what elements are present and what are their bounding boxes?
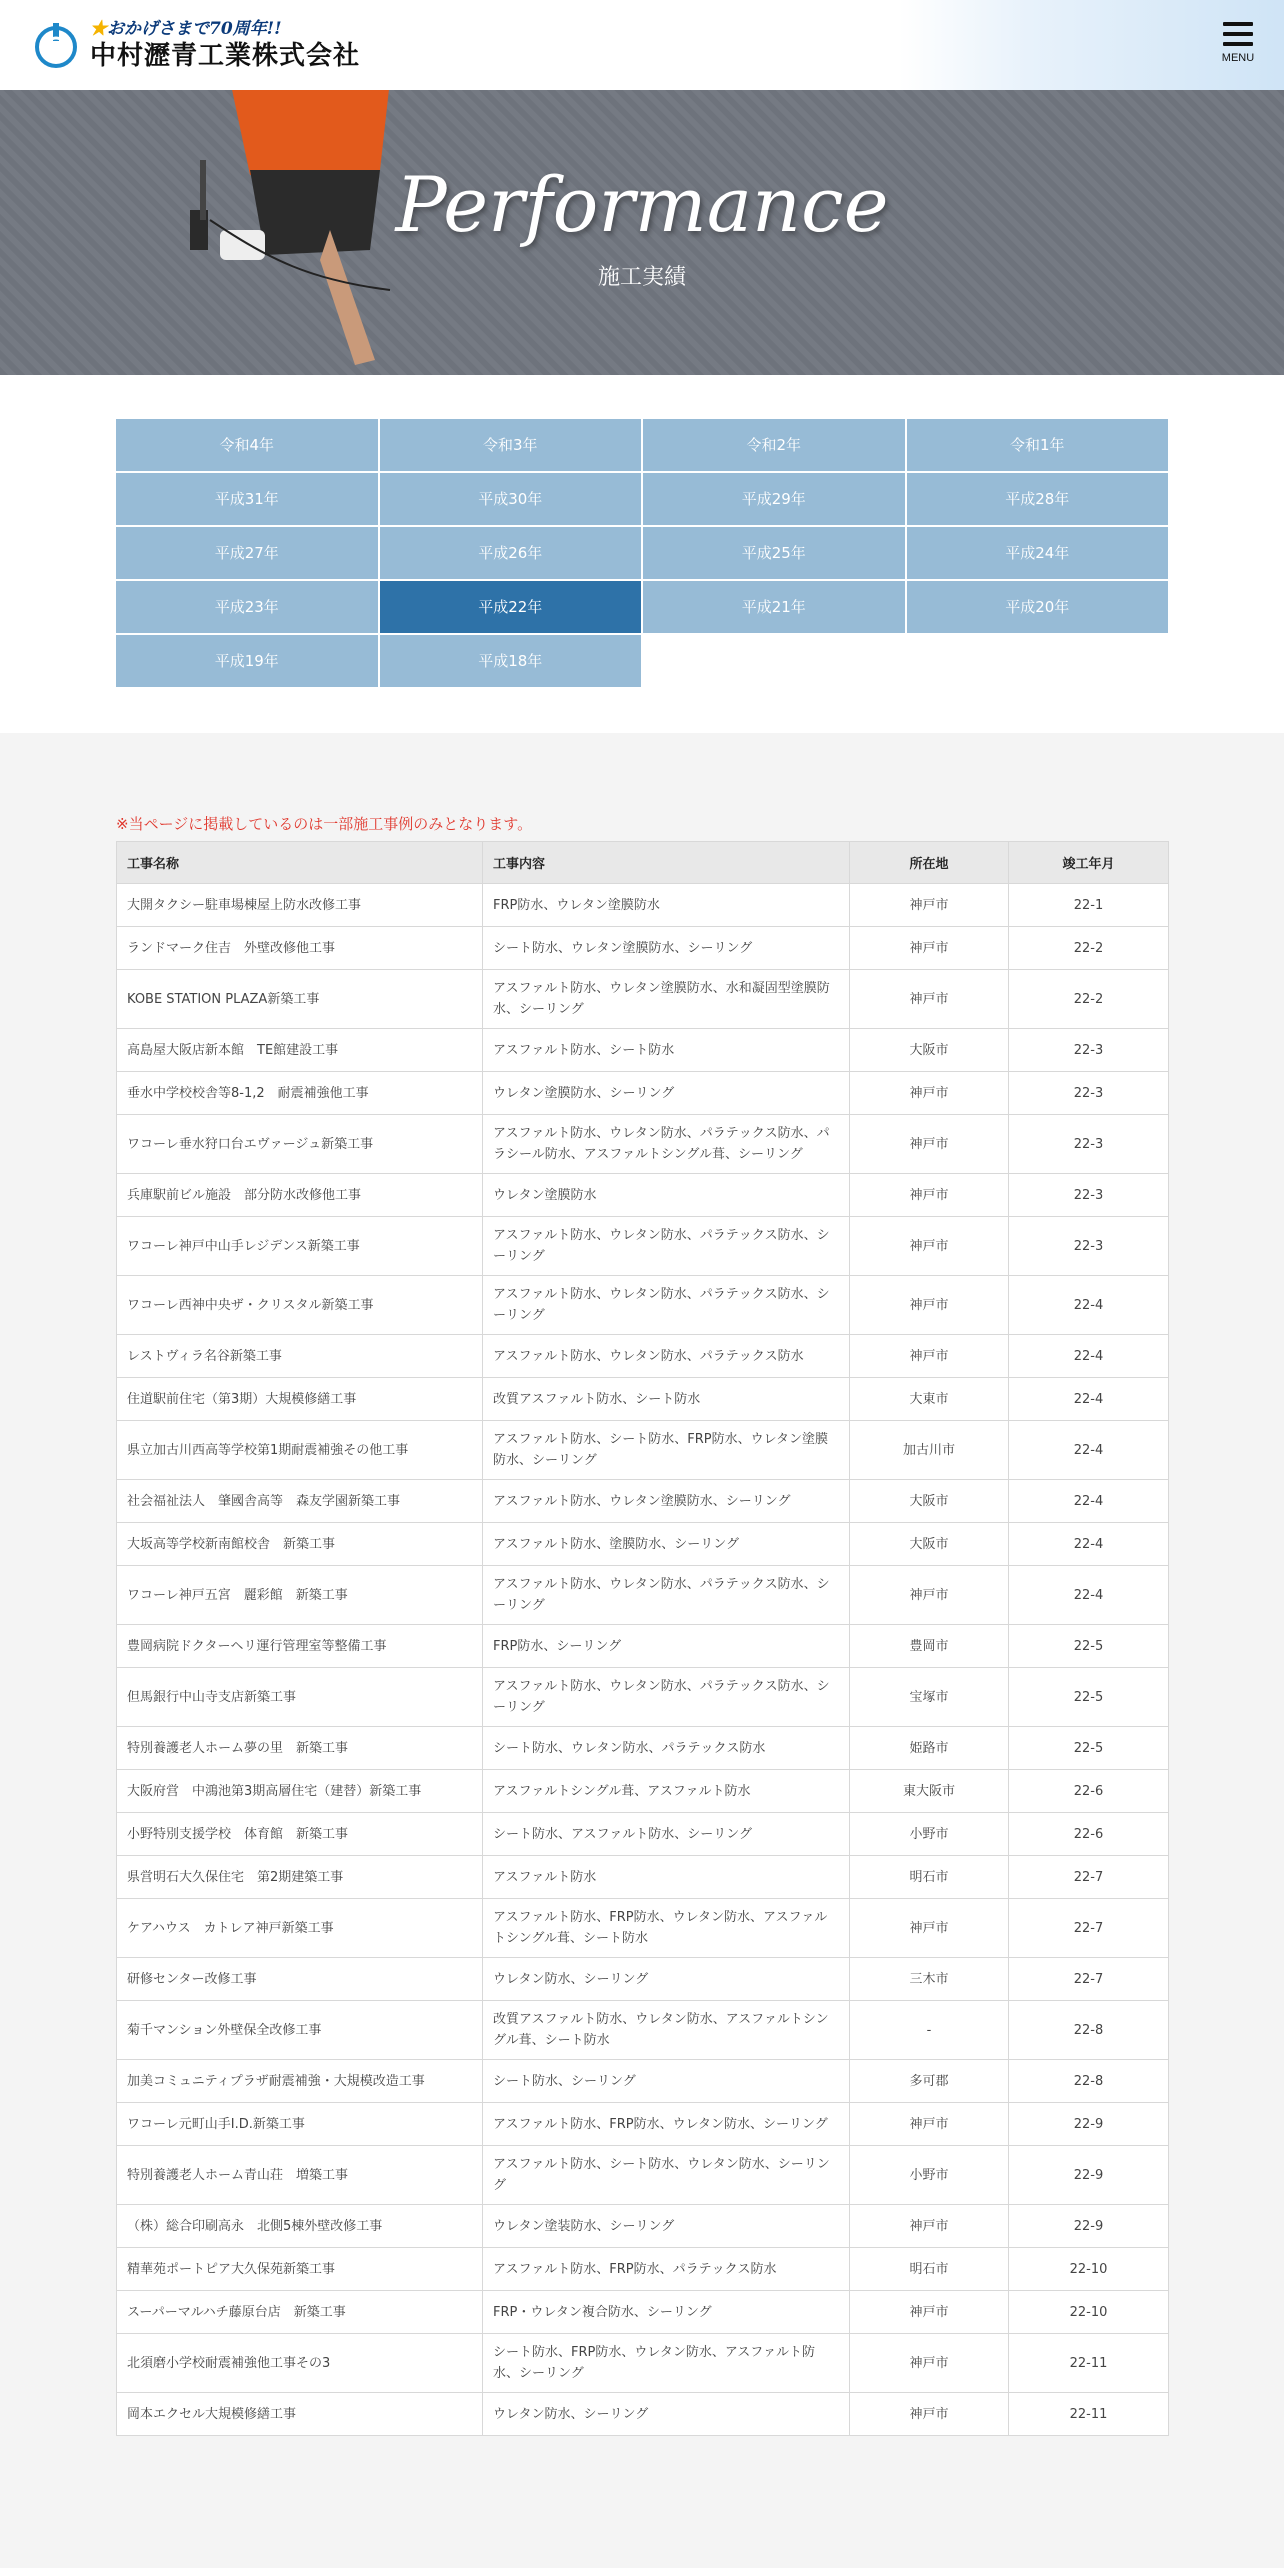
cell-project-name: 兵庫駅前ビル施設 部分防水改修他工事 <box>117 1174 483 1217</box>
cell-completion: 22-7 <box>1009 1856 1169 1899</box>
anniversary-badge: ★おかげさまで70周年!! <box>90 19 282 39</box>
cell-location: 神戸市 <box>850 927 1009 970</box>
year-tab[interactable]: 令和3年 <box>380 419 642 471</box>
year-tab[interactable]: 令和4年 <box>116 419 378 471</box>
table-row <box>117 927 1169 970</box>
table-row <box>117 1029 1169 1072</box>
company-logo[interactable] <box>32 18 360 72</box>
cell-completion: 22-4 <box>1009 1523 1169 1566</box>
cell-work-content: 改質アスファルト防水、ウレタン防水、アスファルトシングル葺、シート防水 <box>483 2001 850 2060</box>
cell-completion: 22-4 <box>1009 1335 1169 1378</box>
cell-work-content: ウレタン塗膜防水 <box>483 1174 850 1217</box>
cell-location: 宝塚市 <box>850 1668 1009 1727</box>
table-row <box>117 2205 1169 2248</box>
table-row <box>117 1813 1169 1856</box>
cell-completion: 22-1 <box>1009 884 1169 927</box>
cell-project-name: 岡本エクセル大規模修繕工事 <box>117 2393 483 2436</box>
cell-project-name: レストヴィラ名谷新築工事 <box>117 1335 483 1378</box>
table-row <box>117 1770 1169 1813</box>
table-row <box>117 1566 1169 1625</box>
page-title: Performance <box>395 160 889 249</box>
cell-work-content: FRP防水、ウレタン塗膜防水 <box>483 884 850 927</box>
cell-location: 神戸市 <box>850 1276 1009 1335</box>
table-row <box>117 1335 1169 1378</box>
table-row <box>117 1174 1169 1217</box>
cell-project-name: スーパーマルハチ藤原台店 新築工事 <box>117 2291 483 2334</box>
year-tab[interactable]: 平成18年 <box>380 635 642 687</box>
cell-work-content: アスファルト防水、ウレタン防水、パラテックス防水、シーリング <box>483 1276 850 1335</box>
cell-location: 小野市 <box>850 2146 1009 2205</box>
table-row <box>117 970 1169 1029</box>
cell-work-content: アスファルト防水、シート防水、ウレタン防水、シーリング <box>483 2146 850 2205</box>
cell-work-content: アスファルト防水、ウレタン防水、パラテックス防水、シーリング <box>483 1668 850 1727</box>
header-completion: 竣工年月 <box>1009 842 1169 884</box>
cell-work-content: FRP・ウレタン複合防水、シーリング <box>483 2291 850 2334</box>
cell-project-name: 特別養護老人ホーム夢の里 新築工事 <box>117 1727 483 1770</box>
cell-project-name: 高島屋大阪店新本館 TE館建設工事 <box>117 1029 483 1072</box>
cell-completion: 22-3 <box>1009 1217 1169 1276</box>
cell-work-content: アスファルトシングル葺、アスファルト防水 <box>483 1770 850 1813</box>
cell-location: - <box>850 2001 1009 2060</box>
cell-location: 神戸市 <box>850 2291 1009 2334</box>
year-tab[interactable]: 令和2年 <box>643 419 905 471</box>
cell-completion: 22-8 <box>1009 2001 1169 2060</box>
cell-completion: 22-11 <box>1009 2334 1169 2393</box>
cell-project-name: ワコーレ垂水狩口台エヴァージュ新築工事 <box>117 1115 483 1174</box>
works-table <box>116 841 1169 2436</box>
cell-project-name: 研修センター改修工事 <box>117 1958 483 2001</box>
hero-banner <box>0 90 1284 375</box>
cell-work-content: ウレタン塗膜防水、シーリング <box>483 1072 850 1115</box>
table-row <box>117 1958 1169 2001</box>
works-section <box>0 733 1284 2568</box>
cell-work-content: アスファルト防水、FRP防水、ウレタン防水、シーリング <box>483 2103 850 2146</box>
cell-project-name: （株）総合印刷高永 北側5棟外壁改修工事 <box>117 2205 483 2248</box>
hamburger-icon <box>1220 22 1256 46</box>
cell-completion: 22-3 <box>1009 1029 1169 1072</box>
cell-location: 姫路市 <box>850 1727 1009 1770</box>
cell-project-name: 加美コミュニティプラザ耐震補強・大規模改造工事 <box>117 2060 483 2103</box>
cell-project-name: 社会福祉法人 肇國舎高等 森友学園新築工事 <box>117 1480 483 1523</box>
table-row <box>117 2291 1169 2334</box>
cell-location: 加古川市 <box>850 1421 1009 1480</box>
cell-work-content: シート防水、シーリング <box>483 2060 850 2103</box>
table-row <box>117 1072 1169 1115</box>
cell-location: 大東市 <box>850 1378 1009 1421</box>
cell-work-content: アスファルト防水、ウレタン防水、パラテックス防水、パラシール防水、アスファルトシングル葺、シーリング <box>483 1115 850 1174</box>
cell-project-name: 精華苑ポートピア大久保苑新築工事 <box>117 2248 483 2291</box>
cell-work-content: アスファルト防水、ウレタン防水、パラテックス防水、シーリング <box>483 1217 850 1276</box>
cell-completion: 22-5 <box>1009 1625 1169 1668</box>
cell-work-content: アスファルト防水、シート防水、FRP防水、ウレタン塗膜防水、シーリング <box>483 1421 850 1480</box>
year-tab[interactable]: 平成28年 <box>907 473 1169 525</box>
table-header-row <box>117 842 1169 884</box>
table-row <box>117 2103 1169 2146</box>
table-row <box>117 1899 1169 1958</box>
year-tab[interactable]: 平成25年 <box>643 527 905 579</box>
cell-project-name: ワコーレ神戸五宮 麗彩館 新築工事 <box>117 1566 483 1625</box>
table-row <box>117 1523 1169 1566</box>
cell-work-content: シート防水、ウレタン塗膜防水、シーリング <box>483 927 850 970</box>
cell-project-name: 大開タクシー駐車場棟屋上防水改修工事 <box>117 884 483 927</box>
cell-project-name: 大坂高等学校新南館校舎 新築工事 <box>117 1523 483 1566</box>
cell-location: 神戸市 <box>850 1072 1009 1115</box>
cell-work-content: FRP防水、シーリング <box>483 1625 850 1668</box>
header-work-content: 工事内容 <box>483 842 850 884</box>
cell-project-name: 県立加古川西高等学校第1期耐震補強その他工事 <box>117 1421 483 1480</box>
cell-completion: 22-4 <box>1009 1566 1169 1625</box>
cell-location: 神戸市 <box>850 1335 1009 1378</box>
year-tab[interactable]: 令和1年 <box>907 419 1169 471</box>
site-header <box>0 0 1284 90</box>
cell-completion: 22-8 <box>1009 2060 1169 2103</box>
cell-location: 豊岡市 <box>850 1625 1009 1668</box>
header-location: 所在地 <box>850 842 1009 884</box>
cell-location: 神戸市 <box>850 884 1009 927</box>
cell-work-content: アスファルト防水、シート防水 <box>483 1029 850 1072</box>
cell-project-name: 住道駅前住宅（第3期）大規模修繕工事 <box>117 1378 483 1421</box>
cell-work-content: アスファルト防水、FRP防水、ウレタン防水、アスファルトシングル葺、シート防水 <box>483 1899 850 1958</box>
cell-work-content: ウレタン防水、シーリング <box>483 2393 850 2436</box>
cell-project-name: 北須磨小学校耐震補強他工事その3 <box>117 2334 483 2393</box>
cell-location: 神戸市 <box>850 2205 1009 2248</box>
table-row <box>117 2146 1169 2205</box>
cell-location: 大阪市 <box>850 1029 1009 1072</box>
year-tab[interactable]: 平成26年 <box>380 527 642 579</box>
cell-work-content: 改質アスファルト防水、シート防水 <box>483 1378 850 1421</box>
table-row <box>117 1276 1169 1335</box>
cell-location: 小野市 <box>850 1813 1009 1856</box>
year-tab[interactable]: 平成30年 <box>380 473 642 525</box>
page-subtitle: 施工実績 <box>597 265 686 290</box>
cell-work-content: アスファルト防水、ウレタン防水、パラテックス防水、シーリング <box>483 1566 850 1625</box>
disclaimer-note: ※当ページに掲載しているのは一部施工事例のみとなります。 <box>116 815 533 833</box>
table-row <box>117 1480 1169 1523</box>
cell-work-content: アスファルト防水、FRP防水、パラテックス防水 <box>483 2248 850 2291</box>
cell-location: 神戸市 <box>850 2393 1009 2436</box>
cell-location: 東大阪市 <box>850 1770 1009 1813</box>
cell-work-content: シート防水、ウレタン防水、パラテックス防水 <box>483 1727 850 1770</box>
header-project-name: 工事名称 <box>117 842 483 884</box>
cell-project-name: 大阪府営 中鴻池第3期高層住宅（建替）新築工事 <box>117 1770 483 1813</box>
cell-completion: 22-2 <box>1009 927 1169 970</box>
cell-work-content: シート防水、アスファルト防水、シーリング <box>483 1813 850 1856</box>
cell-location: 明石市 <box>850 2248 1009 2291</box>
cell-location: 神戸市 <box>850 2103 1009 2146</box>
cell-completion: 22-7 <box>1009 1958 1169 2001</box>
year-tab[interactable]: 平成20年 <box>907 581 1169 633</box>
cell-location: 多可郡 <box>850 2060 1009 2103</box>
cell-location: 大阪市 <box>850 1480 1009 1523</box>
table-row <box>117 2060 1169 2103</box>
cell-work-content: ウレタン塗装防水、シーリング <box>483 2205 850 2248</box>
company-name: 中村瀝青工業株式会社 <box>90 41 361 71</box>
cell-completion: 22-7 <box>1009 1899 1169 1958</box>
cell-location: 神戸市 <box>850 970 1009 1029</box>
cell-project-name: 豊岡病院ドクターヘリ運行管理室等整備工事 <box>117 1625 483 1668</box>
cell-completion: 22-3 <box>1009 1174 1169 1217</box>
cell-work-content: アスファルト防水、ウレタン塗膜防水、シーリング <box>483 1480 850 1523</box>
year-tab[interactable]: 平成22年 <box>380 581 642 633</box>
table-row <box>117 1625 1169 1668</box>
cell-project-name: ケアハウス カトレア神戸新築工事 <box>117 1899 483 1958</box>
cell-completion: 22-3 <box>1009 1072 1169 1115</box>
table-row <box>117 884 1169 927</box>
cell-project-name: 菊千マンション外壁保全改修工事 <box>117 2001 483 2060</box>
cell-work-content: シート防水、FRP防水、ウレタン防水、アスファルト防水、シーリング <box>483 2334 850 2393</box>
cell-completion: 22-4 <box>1009 1378 1169 1421</box>
cell-project-name: KOBE STATION PLAZA新築工事 <box>117 970 483 1029</box>
cell-project-name: 特別養護老人ホーム青山荘 増築工事 <box>117 2146 483 2205</box>
cell-project-name: 但馬銀行中山寺支店新築工事 <box>117 1668 483 1727</box>
table-row <box>117 2001 1169 2060</box>
cell-location: 神戸市 <box>850 1566 1009 1625</box>
year-tab[interactable]: 平成27年 <box>116 527 378 579</box>
cell-completion: 22-4 <box>1009 1276 1169 1335</box>
year-tab[interactable]: 平成24年 <box>907 527 1169 579</box>
cell-location: 明石市 <box>850 1856 1009 1899</box>
cell-project-name: 小野特別支援学校 体育館 新築工事 <box>117 1813 483 1856</box>
cell-location: 神戸市 <box>850 2334 1009 2393</box>
year-tab[interactable]: 平成23年 <box>116 581 378 633</box>
cell-work-content: アスファルト防水、ウレタン塗膜防水、水和凝固型塗膜防水、シーリング <box>483 970 850 1029</box>
table-row <box>117 1217 1169 1276</box>
cell-completion: 22-4 <box>1009 1421 1169 1480</box>
cell-location: 神戸市 <box>850 1115 1009 1174</box>
cell-location: 神戸市 <box>850 1217 1009 1276</box>
table-row <box>117 1668 1169 1727</box>
cell-completion: 22-10 <box>1009 2291 1169 2334</box>
cell-location: 大阪市 <box>850 1523 1009 1566</box>
cell-work-content: アスファルト防水、ウレタン防水、パラテックス防水 <box>483 1335 850 1378</box>
cell-location: 三木市 <box>850 1958 1009 2001</box>
cell-completion: 22-9 <box>1009 2205 1169 2248</box>
table-row <box>117 2248 1169 2291</box>
table-row <box>117 1856 1169 1899</box>
cell-completion: 22-4 <box>1009 1480 1169 1523</box>
table-row <box>117 1115 1169 1174</box>
cell-completion: 22-5 <box>1009 1727 1169 1770</box>
cell-completion: 22-6 <box>1009 1813 1169 1856</box>
year-navigation <box>116 419 1168 687</box>
cell-project-name: 県営明石大久保住宅 第2期建築工事 <box>117 1856 483 1899</box>
cell-work-content: アスファルト防水 <box>483 1856 850 1899</box>
cell-project-name: ワコーレ神戸中山手レジデンス新築工事 <box>117 1217 483 1276</box>
cell-project-name: ワコーレ西神中央ザ・クリスタル新築工事 <box>117 1276 483 1335</box>
table-row <box>117 1727 1169 1770</box>
menu-label: MENU <box>1221 52 1255 64</box>
table-row <box>117 2393 1169 2436</box>
cell-completion: 22-2 <box>1009 970 1169 1029</box>
table-row <box>117 2334 1169 2393</box>
cell-project-name: ランドマーク住吉 外壁改修他工事 <box>117 927 483 970</box>
cell-completion: 22-10 <box>1009 2248 1169 2291</box>
menu-button[interactable] <box>1220 22 1256 74</box>
cell-completion: 22-5 <box>1009 1668 1169 1727</box>
cell-project-name: ワコーレ元町山手I.D.新築工事 <box>117 2103 483 2146</box>
cell-work-content: ウレタン防水、シーリング <box>483 1958 850 2001</box>
cell-completion: 22-9 <box>1009 2103 1169 2146</box>
cell-completion: 22-11 <box>1009 2393 1169 2436</box>
cell-location: 神戸市 <box>850 1899 1009 1958</box>
year-tab[interactable]: 平成31年 <box>116 473 378 525</box>
table-row <box>117 1378 1169 1421</box>
cell-project-name: 垂水中学校校舎等8-1,2 耐震補強他工事 <box>117 1072 483 1115</box>
year-tab[interactable]: 平成19年 <box>116 635 378 687</box>
cell-completion: 22-6 <box>1009 1770 1169 1813</box>
cell-location: 神戸市 <box>850 1174 1009 1217</box>
table-row <box>117 1421 1169 1480</box>
cell-completion: 22-9 <box>1009 2146 1169 2205</box>
cell-completion: 22-3 <box>1009 1115 1169 1174</box>
year-tab[interactable]: 平成21年 <box>643 581 905 633</box>
year-tab[interactable]: 平成29年 <box>643 473 905 525</box>
cell-work-content: アスファルト防水、塗膜防水、シーリング <box>483 1523 850 1566</box>
logo-emblem-icon <box>32 19 80 71</box>
